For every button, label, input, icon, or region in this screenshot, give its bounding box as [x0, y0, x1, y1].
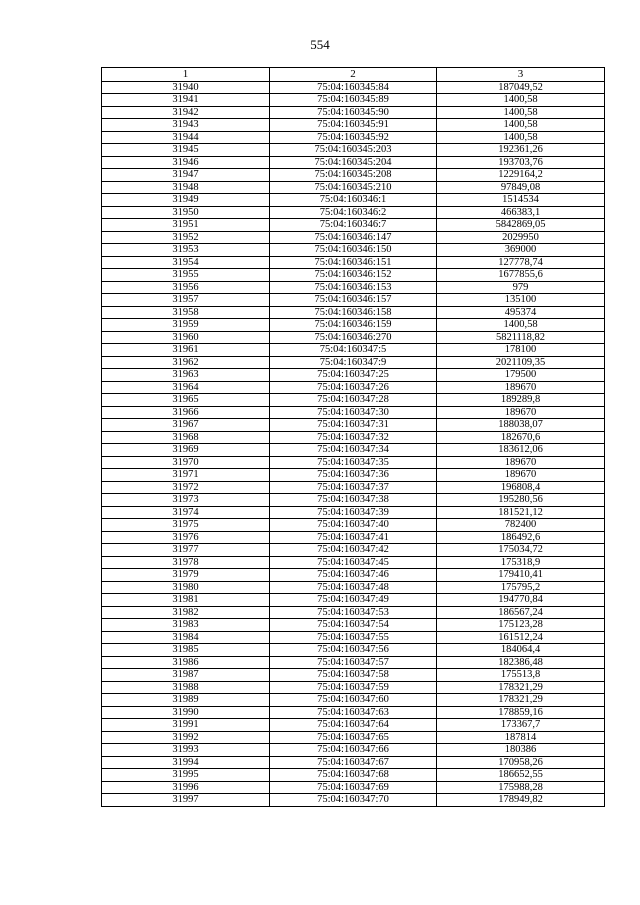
table-cell-col-3: 1400,58: [437, 131, 605, 144]
data-table: [101, 67, 605, 807]
table-cell-col-2: 75:04:160347:54: [270, 619, 437, 632]
table-cell-col-3: 173367,7: [437, 719, 605, 732]
table-row: [102, 731, 605, 744]
table-cell-col-1: 31955: [102, 269, 270, 282]
table-row: [102, 531, 605, 544]
table-cell-col-3: 180386: [437, 744, 605, 757]
table-cell-col-3: 179410,41: [437, 569, 605, 582]
column-header-2: 2: [270, 68, 437, 82]
table-cell-col-2: 75:04:160347:49: [270, 594, 437, 607]
table-cell-col-3: 189670: [437, 381, 605, 394]
table-cell-col-3: 5842869,05: [437, 219, 605, 232]
table-cell-col-1: 31953: [102, 244, 270, 257]
table-cell-col-2: 75:04:160346:270: [270, 331, 437, 344]
table-cell-col-3: 2021109,35: [437, 356, 605, 369]
table-cell-col-2: 75:04:160345:90: [270, 106, 437, 119]
table-cell-col-2: 75:04:160345:203: [270, 144, 437, 157]
table-cell-col-1: 31983: [102, 619, 270, 632]
table-row: [102, 306, 605, 319]
table-cell-col-3: 178321,29: [437, 694, 605, 707]
table-cell-col-1: 31995: [102, 769, 270, 782]
table-row: [102, 769, 605, 782]
table-cell-col-1: 31966: [102, 406, 270, 419]
table-cell-col-1: 31977: [102, 544, 270, 557]
table-cell-col-3: 495374: [437, 306, 605, 319]
table-cell-col-1: 31997: [102, 794, 270, 807]
table-cell-col-2: 75:04:160346:157: [270, 294, 437, 307]
table-row: [102, 406, 605, 419]
table-cell-col-2: 75:04:160346:2: [270, 206, 437, 219]
table-row: [102, 569, 605, 582]
table-row: [102, 344, 605, 357]
table-row: [102, 444, 605, 457]
table-row: [102, 106, 605, 119]
table-cell-col-2: 75:04:160347:45: [270, 556, 437, 569]
table-cell-col-3: 161512,24: [437, 631, 605, 644]
table-cell-col-2: 75:04:160346:150: [270, 244, 437, 257]
table-cell-col-2: 75:04:160346:158: [270, 306, 437, 319]
table-cell-col-1: 31942: [102, 106, 270, 119]
table-cell-col-1: 31963: [102, 369, 270, 382]
table-cell-col-1: 31959: [102, 319, 270, 332]
table-row: [102, 431, 605, 444]
table-cell-col-1: 31992: [102, 731, 270, 744]
table-cell-col-2: 75:04:160347:5: [270, 344, 437, 357]
table-cell-col-1: 31973: [102, 494, 270, 507]
table-row: [102, 456, 605, 469]
table-row: [102, 194, 605, 207]
table-row: [102, 381, 605, 394]
table-cell-col-3: 175795,2: [437, 581, 605, 594]
table-cell-col-3: 181521,12: [437, 506, 605, 519]
table-cell-col-2: 75:04:160346:159: [270, 319, 437, 332]
table-row: [102, 631, 605, 644]
table-row: [102, 781, 605, 794]
table-cell-col-3: 1400,58: [437, 106, 605, 119]
table-cell-col-2: 75:04:160347:46: [270, 569, 437, 582]
table-row: [102, 544, 605, 557]
table-cell-col-3: 1229164,2: [437, 169, 605, 182]
table-cell-col-1: 31980: [102, 581, 270, 594]
table-cell-col-2: 75:04:160345:204: [270, 156, 437, 169]
table-cell-col-2: 75:04:160345:91: [270, 119, 437, 132]
table-cell-col-2: 75:04:160346:1: [270, 194, 437, 207]
table-cell-col-1: 31974: [102, 506, 270, 519]
table-cell-col-3: 127778,74: [437, 256, 605, 269]
table-cell-col-3: 187814: [437, 731, 605, 744]
table-row: [102, 294, 605, 307]
table-row: [102, 181, 605, 194]
table-cell-col-3: 135100: [437, 294, 605, 307]
table-row: [102, 244, 605, 257]
table-cell-col-1: 31976: [102, 531, 270, 544]
table-row: [102, 206, 605, 219]
table-row: [102, 156, 605, 169]
table-cell-col-1: 31964: [102, 381, 270, 394]
table-cell-col-3: 369000: [437, 244, 605, 257]
table-cell-col-2: 75:04:160347:31: [270, 419, 437, 432]
table-row: [102, 606, 605, 619]
table-cell-col-1: 31956: [102, 281, 270, 294]
table-cell-col-3: 189670: [437, 406, 605, 419]
table-row: [102, 119, 605, 132]
table-cell-col-2: 75:04:160345:208: [270, 169, 437, 182]
table-cell-col-2: 75:04:160347:25: [270, 369, 437, 382]
table-cell-col-3: 189289,8: [437, 394, 605, 407]
table-cell-col-2: 75:04:160347:68: [270, 769, 437, 782]
table-row: [102, 369, 605, 382]
table-cell-col-1: 31968: [102, 431, 270, 444]
table-cell-col-3: 193703,76: [437, 156, 605, 169]
table-cell-col-2: 75:04:160345:84: [270, 81, 437, 94]
table-cell-col-1: 31972: [102, 481, 270, 494]
table-cell-col-2: 75:04:160346:147: [270, 231, 437, 244]
table-cell-col-1: 31996: [102, 781, 270, 794]
table-cell-col-2: 75:04:160347:56: [270, 644, 437, 657]
table-cell-col-3: 979: [437, 281, 605, 294]
table-cell-col-2: 75:04:160346:7: [270, 219, 437, 232]
table-cell-col-1: 31944: [102, 131, 270, 144]
table-cell-col-1: 31981: [102, 594, 270, 607]
table-cell-col-3: 178100: [437, 344, 605, 357]
table-cell-col-1: 31946: [102, 156, 270, 169]
table-cell-col-2: 75:04:160347:70: [270, 794, 437, 807]
table-row: [102, 94, 605, 107]
table-cell-col-2: 75:04:160347:63: [270, 706, 437, 719]
table-cell-col-3: 186567,24: [437, 606, 605, 619]
table-cell-col-1: 31962: [102, 356, 270, 369]
table-row: [102, 419, 605, 432]
table-cell-col-3: 194770,84: [437, 594, 605, 607]
table-row: [102, 706, 605, 719]
table-cell-col-3: 189670: [437, 469, 605, 482]
table-row: [102, 269, 605, 282]
table-cell-col-2: 75:04:160347:69: [270, 781, 437, 794]
table-cell-col-1: 31991: [102, 719, 270, 732]
table-cell-col-3: 189670: [437, 456, 605, 469]
table-cell-col-1: 31970: [102, 456, 270, 469]
table-cell-col-2: 75:04:160345:89: [270, 94, 437, 107]
table-cell-col-2: 75:04:160347:66: [270, 744, 437, 757]
table-cell-col-3: 1514534: [437, 194, 605, 207]
table-cell-col-1: 31961: [102, 344, 270, 357]
table-cell-col-2: 75:04:160347:37: [270, 481, 437, 494]
table-cell-col-3: 179500: [437, 369, 605, 382]
table-cell-col-1: 31994: [102, 756, 270, 769]
table-cell-col-2: 75:04:160347:26: [270, 381, 437, 394]
table-cell-col-3: 183612,06: [437, 444, 605, 457]
table-cell-col-3: 2029950: [437, 231, 605, 244]
table-row: [102, 656, 605, 669]
table-row: [102, 719, 605, 732]
table-cell-col-3: 187049,52: [437, 81, 605, 94]
table-row: [102, 131, 605, 144]
table-cell-col-2: 75:04:160345:92: [270, 131, 437, 144]
table-cell-col-1: 31954: [102, 256, 270, 269]
table-cell-col-1: 31967: [102, 419, 270, 432]
page-number: 554: [310, 37, 330, 52]
table-cell-col-3: 175034,72: [437, 544, 605, 557]
table-cell-col-1: 31969: [102, 444, 270, 457]
table-cell-col-3: 5821118,82: [437, 331, 605, 344]
table-cell-col-1: 31986: [102, 656, 270, 669]
table-cell-col-2: 75:04:160347:34: [270, 444, 437, 457]
table-row: [102, 594, 605, 607]
table-row: [102, 81, 605, 94]
table-cell-col-1: 31978: [102, 556, 270, 569]
table-cell-col-1: 31965: [102, 394, 270, 407]
table-cell-col-3: 170958,26: [437, 756, 605, 769]
table-cell-col-2: 75:04:160347:58: [270, 669, 437, 682]
table-row: [102, 481, 605, 494]
table-cell-col-1: 31987: [102, 669, 270, 682]
table-row: [102, 281, 605, 294]
table-body: [102, 81, 605, 806]
table-cell-col-3: 195280,56: [437, 494, 605, 507]
table-row: [102, 144, 605, 157]
table-cell-col-2: 75:04:160347:32: [270, 431, 437, 444]
table-row: [102, 694, 605, 707]
table-cell-col-1: 31975: [102, 519, 270, 532]
table-row: [102, 319, 605, 332]
table-cell-col-1: 31947: [102, 169, 270, 182]
table-cell-col-1: 31950: [102, 206, 270, 219]
table-row: [102, 556, 605, 569]
table-cell-col-3: 196808,4: [437, 481, 605, 494]
table-cell-col-2: 75:04:160347:55: [270, 631, 437, 644]
table-row: [102, 469, 605, 482]
table-cell-col-3: 175988,28: [437, 781, 605, 794]
table-cell-col-1: 31989: [102, 694, 270, 707]
table-cell-col-1: 31958: [102, 306, 270, 319]
table-cell-col-2: 75:04:160347:36: [270, 469, 437, 482]
table-cell-col-2: 75:04:160347:30: [270, 406, 437, 419]
table-cell-col-3: 178321,29: [437, 681, 605, 694]
table-cell-col-1: 31952: [102, 231, 270, 244]
table-cell-col-2: 75:04:160347:41: [270, 531, 437, 544]
table-cell-col-1: 31948: [102, 181, 270, 194]
column-header-3: 3: [437, 68, 605, 82]
table-cell-col-2: 75:04:160346:151: [270, 256, 437, 269]
table-row: [102, 394, 605, 407]
table-cell-col-1: 31945: [102, 144, 270, 157]
table-cell-col-1: 31988: [102, 681, 270, 694]
table-cell-col-3: 182386,48: [437, 656, 605, 669]
table-cell-col-3: 97849,08: [437, 181, 605, 194]
table-cell-col-2: 75:04:160347:53: [270, 606, 437, 619]
table-row: [102, 644, 605, 657]
table-cell-col-2: 75:04:160347:48: [270, 581, 437, 594]
table-row: [102, 794, 605, 807]
table-cell-col-3: 1400,58: [437, 319, 605, 332]
table-row: [102, 581, 605, 594]
table-cell-col-2: 75:04:160347:60: [270, 694, 437, 707]
table-cell-col-1: 31990: [102, 706, 270, 719]
table-row: [102, 256, 605, 269]
table-row: [102, 231, 605, 244]
table-cell-col-2: 75:04:160347:35: [270, 456, 437, 469]
table-cell-col-3: 175513,8: [437, 669, 605, 682]
table-cell-col-1: 31941: [102, 94, 270, 107]
table-cell-col-2: 75:04:160346:152: [270, 269, 437, 282]
table-cell-col-3: 184064,4: [437, 644, 605, 657]
table-cell-col-2: 75:04:160345:210: [270, 181, 437, 194]
table-cell-col-3: 1400,58: [437, 94, 605, 107]
table-cell-col-2: 75:04:160347:39: [270, 506, 437, 519]
table-cell-col-2: 75:04:160347:59: [270, 681, 437, 694]
table-cell-col-1: 31940: [102, 81, 270, 94]
table-cell-col-1: 31960: [102, 331, 270, 344]
table-cell-col-2: 75:04:160347:9: [270, 356, 437, 369]
column-header-1: 1: [102, 68, 270, 82]
table-row: [102, 169, 605, 182]
table-cell-col-3: 188038,07: [437, 419, 605, 432]
table-cell-col-2: 75:04:160347:65: [270, 731, 437, 744]
table-cell-col-3: 186492,6: [437, 531, 605, 544]
table-row: [102, 356, 605, 369]
table-cell-col-1: 31982: [102, 606, 270, 619]
table-header-row: [102, 68, 605, 82]
table-cell-col-3: 1400,58: [437, 119, 605, 132]
table-row: [102, 681, 605, 694]
table-cell-col-2: 75:04:160346:153: [270, 281, 437, 294]
table-row: [102, 756, 605, 769]
table-row: [102, 331, 605, 344]
table-cell-col-3: 178949,82: [437, 794, 605, 807]
table-cell-col-1: 31984: [102, 631, 270, 644]
table-cell-col-2: 75:04:160347:28: [270, 394, 437, 407]
table-cell-col-1: 31957: [102, 294, 270, 307]
table-row: [102, 494, 605, 507]
table-row: [102, 519, 605, 532]
table-cell-col-2: 75:04:160347:67: [270, 756, 437, 769]
table-cell-col-1: 31985: [102, 644, 270, 657]
table-cell-col-2: 75:04:160347:40: [270, 519, 437, 532]
table-row: [102, 669, 605, 682]
table-cell-col-2: 75:04:160347:38: [270, 494, 437, 507]
table-cell-col-1: 31993: [102, 744, 270, 757]
table-cell-col-3: 186652,55: [437, 769, 605, 782]
table-cell-col-2: 75:04:160347:57: [270, 656, 437, 669]
table-row: [102, 506, 605, 519]
table-cell-col-1: 31979: [102, 569, 270, 582]
table-row: [102, 744, 605, 757]
table-cell-col-3: 175123,28: [437, 619, 605, 632]
table-cell-col-1: 31949: [102, 194, 270, 207]
table-row: [102, 619, 605, 632]
table-cell-col-2: 75:04:160347:64: [270, 719, 437, 732]
table-cell-col-1: 31951: [102, 219, 270, 232]
table-cell-col-3: 175318,9: [437, 556, 605, 569]
table-cell-col-1: 31943: [102, 119, 270, 132]
table-row: [102, 219, 605, 232]
table-cell-col-3: 466383,1: [437, 206, 605, 219]
table-cell-col-3: 182670,6: [437, 431, 605, 444]
table-cell-col-2: 75:04:160347:42: [270, 544, 437, 557]
table-cell-col-3: 178859,16: [437, 706, 605, 719]
table-cell-col-3: 782400: [437, 519, 605, 532]
table-cell-col-3: 1677855,6: [437, 269, 605, 282]
table-cell-col-3: 192361,26: [437, 144, 605, 157]
table-cell-col-1: 31971: [102, 469, 270, 482]
